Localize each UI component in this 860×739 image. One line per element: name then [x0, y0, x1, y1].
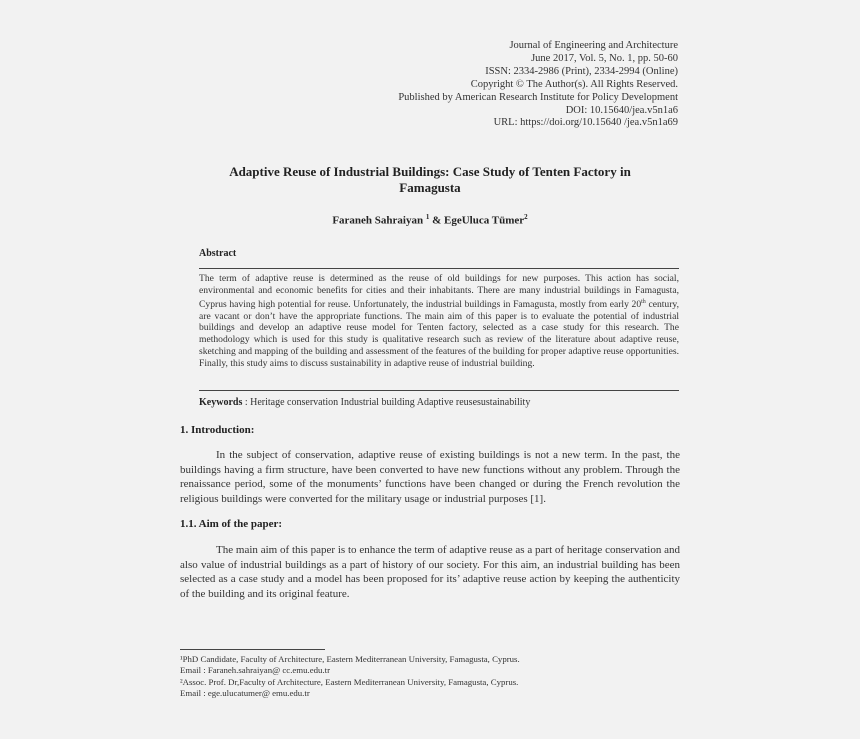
aim-paragraph: The main aim of this paper is to enhance the term of adaptive reuse as a part of heritage conservation and also value of industrial buildings as a part of history of our society. For this aim, an industrial building has been selected as a case study and a model has been proposed for its’ adaptive reuse action by keeping the authenticity of the building and its original feature. — [180, 544, 680, 600]
journal-name: Journal of Engineering and Architecture — [509, 40, 678, 51]
url: URL: https://doi.org/10.15640 /jea.v5n1a69 — [493, 117, 678, 129]
abstract-bottom-rule — [199, 390, 679, 391]
abstract-body — [199, 273, 679, 370]
author-2-sup: 2 — [524, 213, 528, 221]
footnote-1-email: Email : Faraneh.sahraiyan@ cc.emu.edu.tr — [180, 665, 331, 676]
abstract-text-2: century, are vacant or don’t have the appropriate functions. The main aim of this paper is to evaluate the potential of industrial buildings and develop an adaptive reuse model for Tenten factory, selected as a case study for this research. The methodology which is used for this study is qualitative research such as review of the literature about adaptive reuse, sketching and mapping of the building and assessment of the features of the building for proper adaptive reuse opportunities. Finally, this study aims to discuss sustainability in adaptive reuse of industrial building. — [199, 298, 679, 369]
journal-header — [398, 40, 678, 130]
author-1-sup: 1 — [425, 213, 430, 221]
footnote-1: ¹PhD Candidate, Faculty of Architecture, Eastern Mediterranean University, Famagusta, Cyprus. — [180, 654, 520, 664]
keywords — [199, 397, 530, 408]
title-line-1: Adaptive Reuse of Industrial Buildings: Case Study of Tenten Factory in — [229, 164, 631, 179]
footnote-2: ²Assoc. Prof. Dr,Faculty of Architecture, Eastern Mediterranean University, Famagusta, Cyprus. — [180, 676, 519, 687]
author-joiner: & — [429, 214, 445, 227]
authors — [180, 213, 680, 227]
issue-info: June 2017, Vol. 5, No. 1, pp. 50-60 — [531, 52, 678, 64]
issn: ISSN: 2334-2986 (Print), 2334-2994 (Online) — [485, 65, 678, 77]
title-line-2: Famagusta — [399, 180, 461, 195]
paper-title — [180, 164, 680, 196]
author-1: Faraneh Sahraiyan — [332, 214, 424, 227]
abstract-sup: th — [641, 298, 646, 305]
abstract-top-rule — [199, 268, 679, 269]
abstract-text-1: The term of adaptive reuse is determined as the reuse of old buildings for new purposes. This action has social, environmental and economic benefits for cities and their inhabitants. There are many industrial buildings in Famagusta, Cyprus having high potential for reuse. Unfortunately, the industrial buildings in Famagusta, mostly from early 20 — [199, 273, 679, 310]
footnotes — [180, 654, 520, 700]
copyright: Copyright © The Author(s). All Rights Reserved. — [470, 78, 678, 90]
author-2: EgeUluca Tümer — [444, 214, 525, 227]
intro-paragraph: In the subject of conservation, adaptive reuse of existing buildings is not a new term. In the past, the buildings having a firm structure, have been converted to have new functions without any problem. Through the renaissance period, some of the monuments’ functions have been changed or during the French revolution the religious buildings were converted for the military usage or industrial purposes [1]. — [180, 449, 680, 505]
footnote-rule — [180, 649, 325, 650]
intro-heading: 1. Introduction: — [180, 424, 255, 436]
abstract-heading: Abstract — [199, 248, 237, 259]
publisher: Published by American Research Institute for Policy Development — [398, 91, 678, 103]
doi: DOI: 10.15640/jea.v5n1a6 — [565, 104, 678, 116]
footnote-2-email: Email : ege.ulucatumer@ emu.edu.tr — [180, 688, 310, 699]
aim-heading: 1.1. Aim of the paper: — [180, 518, 283, 530]
keywords-text: : Heritage conservation Industrial building Adaptive reusesustainability — [242, 397, 531, 408]
keywords-label: Keywords — [199, 397, 243, 408]
